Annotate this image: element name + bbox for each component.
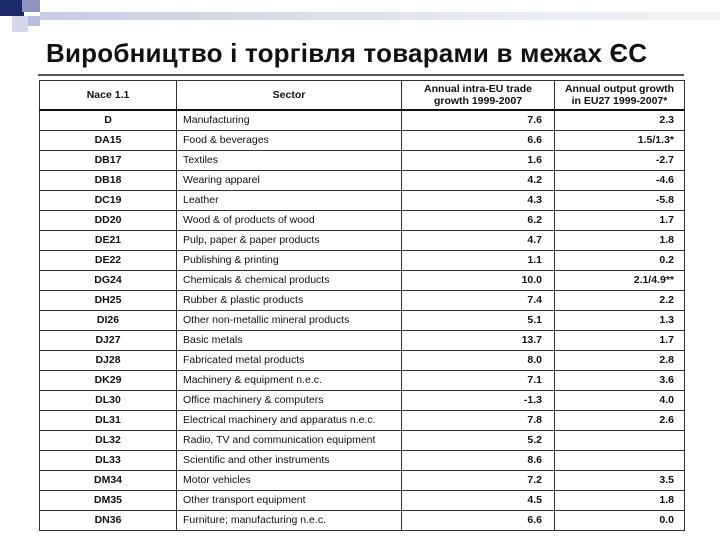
row-code: DE21 — [40, 231, 177, 251]
row-code: DJ28 — [40, 351, 177, 371]
row-sector: Rubber & plastic products — [177, 291, 402, 311]
row-code: DH25 — [40, 291, 177, 311]
row-trade-growth: 1.1 — [402, 251, 555, 271]
row-sector: Other non-metallic mineral products — [177, 311, 402, 331]
row-code: DL30 — [40, 391, 177, 411]
table-row — [40, 511, 685, 531]
row-output-growth: 2.2 — [555, 291, 685, 311]
row-sector: Motor vehicles — [177, 471, 402, 491]
row-trade-growth: 6.6 — [402, 511, 555, 531]
row-code: D — [40, 110, 177, 131]
row-output-growth: 1.7 — [555, 331, 685, 351]
row-code: DJ27 — [40, 331, 177, 351]
row-trade-growth: 7.6 — [402, 110, 555, 131]
row-output-growth: 0.2 — [555, 251, 685, 271]
row-trade-growth: 8.0 — [402, 351, 555, 371]
table-row — [40, 411, 685, 431]
row-output-growth — [555, 451, 685, 471]
row-sector: Wearing apparel — [177, 171, 402, 191]
row-trade-growth: 4.3 — [402, 191, 555, 211]
row-output-growth: 3.5 — [555, 471, 685, 491]
row-code: DC19 — [40, 191, 177, 211]
row-output-growth: 0.0 — [555, 511, 685, 531]
row-sector: Office machinery & computers — [177, 391, 402, 411]
table-row — [40, 191, 685, 211]
row-code: DK29 — [40, 371, 177, 391]
table-row — [40, 131, 685, 151]
table-row — [40, 371, 685, 391]
row-output-growth: 2.3 — [555, 110, 685, 131]
row-code: DM34 — [40, 471, 177, 491]
row-sector: Leather — [177, 191, 402, 211]
table-row — [40, 151, 685, 171]
table-row — [40, 471, 685, 491]
row-output-growth — [555, 431, 685, 451]
row-output-growth: 1.3 — [555, 311, 685, 331]
row-code: DL31 — [40, 411, 177, 431]
row-sector: Radio, TV and communication equipment — [177, 431, 402, 451]
row-trade-growth: -1.3 — [402, 391, 555, 411]
header-sector: Sector — [177, 81, 402, 111]
row-output-growth: 3.6 — [555, 371, 685, 391]
table-row — [40, 291, 685, 311]
row-sector: Furniture; manufacturing n.e.c. — [177, 511, 402, 531]
row-output-growth: 4.0 — [555, 391, 685, 411]
row-code: DL33 — [40, 451, 177, 471]
table-row — [40, 391, 685, 411]
header-nace: Nace 1.1 — [40, 81, 177, 111]
title-divider — [38, 74, 684, 76]
row-sector: Publishing & printing — [177, 251, 402, 271]
row-code: DM35 — [40, 491, 177, 511]
row-code: DB17 — [40, 151, 177, 171]
row-trade-growth: 4.5 — [402, 491, 555, 511]
table-row — [40, 491, 685, 511]
row-output-growth: 2.6 — [555, 411, 685, 431]
row-sector: Fabricated metal products — [177, 351, 402, 371]
row-trade-growth: 6.2 — [402, 211, 555, 231]
row-code: DE22 — [40, 251, 177, 271]
row-code: DA15 — [40, 131, 177, 151]
table-row — [40, 451, 685, 471]
header-trade-growth: Annual intra-EU trade growth 1999-2007 — [402, 81, 555, 111]
row-trade-growth: 13.7 — [402, 331, 555, 351]
row-sector: Machinery & equipment n.e.c. — [177, 371, 402, 391]
row-output-growth: -5.8 — [555, 191, 685, 211]
row-trade-growth: 6.6 — [402, 131, 555, 151]
row-trade-growth: 5.1 — [402, 311, 555, 331]
table-row — [40, 231, 685, 251]
row-trade-growth: 4.2 — [402, 171, 555, 191]
row-sector: Pulp, paper & paper products — [177, 231, 402, 251]
row-sector: Electrical machinery and apparatus n.e.c. — [177, 411, 402, 431]
row-output-growth: 2.8 — [555, 351, 685, 371]
table-row — [40, 211, 685, 231]
row-output-growth: 1.7 — [555, 211, 685, 231]
row-sector: Basic metals — [177, 331, 402, 351]
table-header-row — [40, 81, 685, 111]
row-trade-growth: 1.6 — [402, 151, 555, 171]
row-trade-growth: 7.4 — [402, 291, 555, 311]
row-trade-growth: 7.8 — [402, 411, 555, 431]
trade-output-table — [39, 80, 685, 531]
row-code: DB18 — [40, 171, 177, 191]
row-sector: Food & beverages — [177, 131, 402, 151]
row-code: DN36 — [40, 511, 177, 531]
row-sector: Other transport equipment — [177, 491, 402, 511]
table-row — [40, 351, 685, 371]
deco-square-navy — [0, 0, 24, 16]
row-output-growth: -2.7 — [555, 151, 685, 171]
table-row — [40, 271, 685, 291]
deco-square-grey — [28, 16, 40, 26]
deco-square-pale — [12, 16, 28, 32]
row-code: DD20 — [40, 211, 177, 231]
row-trade-growth: 5.2 — [402, 431, 555, 451]
row-trade-growth: 7.1 — [402, 371, 555, 391]
page-title: Виробництво і торгівля товарами в межах ЄС — [46, 38, 648, 68]
row-code: DG24 — [40, 271, 177, 291]
table-row — [40, 331, 685, 351]
table-row — [40, 171, 685, 191]
row-trade-growth: 7.2 — [402, 471, 555, 491]
row-sector: Wood & of products of wood — [177, 211, 402, 231]
table-row — [40, 311, 685, 331]
table-row — [40, 431, 685, 451]
row-code: DL32 — [40, 431, 177, 451]
row-sector: Manufacturing — [177, 110, 402, 131]
row-output-growth: 2.1/4.9** — [555, 271, 685, 291]
row-output-growth: -4.6 — [555, 171, 685, 191]
header-bar — [40, 12, 720, 20]
row-output-growth: 1.8 — [555, 491, 685, 511]
row-trade-growth: 8.6 — [402, 451, 555, 471]
table-row — [40, 251, 685, 271]
header-output-growth: Annual output growth in EU27 1999-2007* — [555, 81, 685, 111]
row-output-growth: 1.5/1.3* — [555, 131, 685, 151]
row-sector: Scientific and other instruments — [177, 451, 402, 471]
row-code: DI26 — [40, 311, 177, 331]
row-sector: Chemicals & chemical products — [177, 271, 402, 291]
table-row — [40, 110, 685, 131]
row-output-growth: 1.8 — [555, 231, 685, 251]
row-trade-growth: 10.0 — [402, 271, 555, 291]
row-trade-growth: 4.7 — [402, 231, 555, 251]
deco-square-lightblue — [22, 0, 40, 12]
row-sector: Textiles — [177, 151, 402, 171]
